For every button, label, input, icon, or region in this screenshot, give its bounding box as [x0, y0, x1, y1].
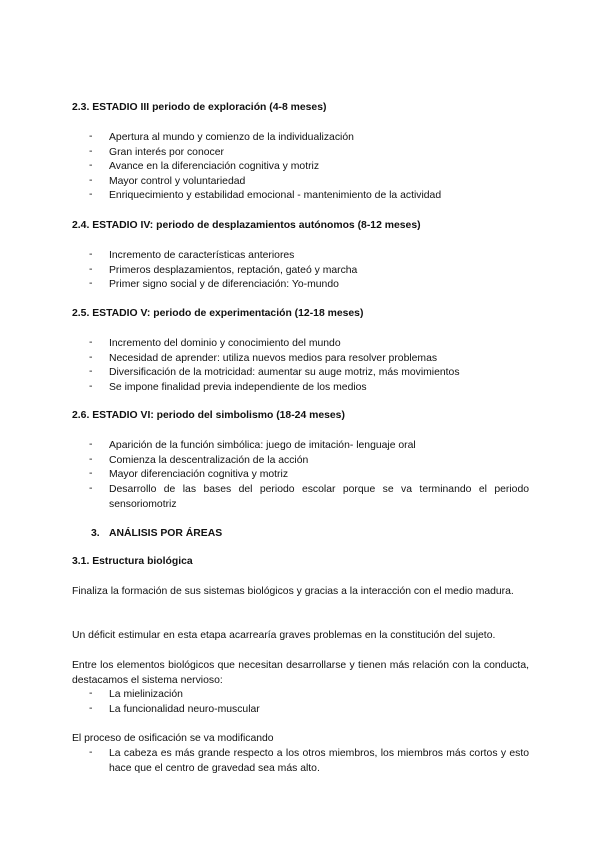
bullet-dash: -: [89, 189, 93, 200]
bullet-dash: -: [89, 366, 93, 377]
heading-3-1: 3.1. Estructura biológica: [72, 556, 193, 567]
list-item: La cabeza es más grande respecto a los otros miembros, los miembros más cortos y esto hace que el centro de gravedad sea más alto.: [109, 748, 529, 774]
list-item: Desarrollo de las bases del periodo escolar porque se va terminando el periodo sensoriomotriz: [109, 484, 529, 510]
list-item: Mayor diferenciación cognitiva y motriz: [109, 469, 289, 480]
list-item: Enriquecimiento y estabilidad emocional - mantenimiento de la actividad: [109, 190, 442, 201]
bullet-dash: -: [89, 264, 93, 275]
heading-2-6: 2.6. ESTADIO VI: periodo del simbolismo (18-24 meses): [72, 410, 345, 421]
bullet-dash: -: [89, 175, 93, 186]
list-item: Incremento del dominio y conocimiento del mundo: [109, 338, 341, 349]
heading-2-5: 2.5. ESTADIO V: periodo de experimentación (12-18 meses): [72, 308, 364, 319]
list-item: La mielinización: [109, 689, 183, 700]
list-item: Necesidad de aprender: utiliza nuevos medios para resolver problemas: [109, 353, 438, 364]
bullet-dash: -: [89, 454, 93, 465]
bullet-dash: -: [89, 468, 93, 479]
heading-2-4: 2.4. ESTADIO IV: periodo de desplazamientos autónomos (8-12 meses): [72, 220, 421, 231]
bullet-dash: -: [89, 160, 93, 171]
list-item: Avance en la diferenciación cognitiva y motriz: [109, 161, 320, 172]
paragraph: El proceso de osificación se va modificando: [72, 733, 274, 744]
bullet-dash: -: [89, 278, 93, 289]
paragraph: Un déficit estimular en esta etapa acarrearía graves problemas en la constitución del sujeto.: [72, 630, 496, 641]
list-item: Primer signo social y de diferenciación: Yo-mundo: [109, 279, 339, 290]
list-item: Incremento de características anteriores: [109, 250, 295, 261]
bullet-dash: -: [89, 352, 93, 363]
list-item: Se impone finalidad previa independiente de los medios: [109, 382, 367, 393]
heading-2-3: 2.3. ESTADIO III periodo de exploración (4-8 meses): [72, 102, 327, 113]
heading-3: ANÁLISIS POR ÁREAS: [109, 528, 223, 539]
bullet-dash: -: [89, 131, 93, 142]
paragraph: Finaliza la formación de sus sistemas biológicos y gracias a la interacción con el medio madura.: [72, 586, 514, 597]
list-item: Apertura al mundo y comienzo de la individualización: [109, 132, 354, 143]
paragraph: Entre los elementos biológicos que necesitan desarrollarse y tienen más relación con la conducta, destacamos el sistema nervioso:: [72, 660, 529, 686]
bullet-dash: -: [89, 688, 93, 699]
list-item: Primeros desplazamientos, reptación, gateó y marcha: [109, 265, 358, 276]
bullet-dash: -: [89, 249, 93, 260]
bullet-dash: -: [89, 337, 93, 348]
list-item: La funcionalidad neuro-muscular: [109, 704, 260, 715]
list-item: Diversificación de la motricidad: aumentar su auge motriz, más movimientos: [109, 367, 460, 378]
bullet-dash: -: [89, 381, 93, 392]
list-item: Aparición de la función simbólica: juego de imitación- lenguaje oral: [109, 440, 416, 451]
list-item: Comienza la descentralización de la acción: [109, 455, 309, 466]
bullet-dash: -: [89, 747, 93, 758]
bullet-dash: -: [89, 146, 93, 157]
section-number: 3.: [91, 528, 100, 539]
bullet-dash: -: [89, 703, 93, 714]
list-item: Gran interés por conocer: [109, 147, 224, 158]
bullet-dash: -: [89, 439, 93, 450]
list-item: Mayor control y voluntariedad: [109, 176, 246, 187]
bullet-dash: -: [89, 483, 93, 494]
